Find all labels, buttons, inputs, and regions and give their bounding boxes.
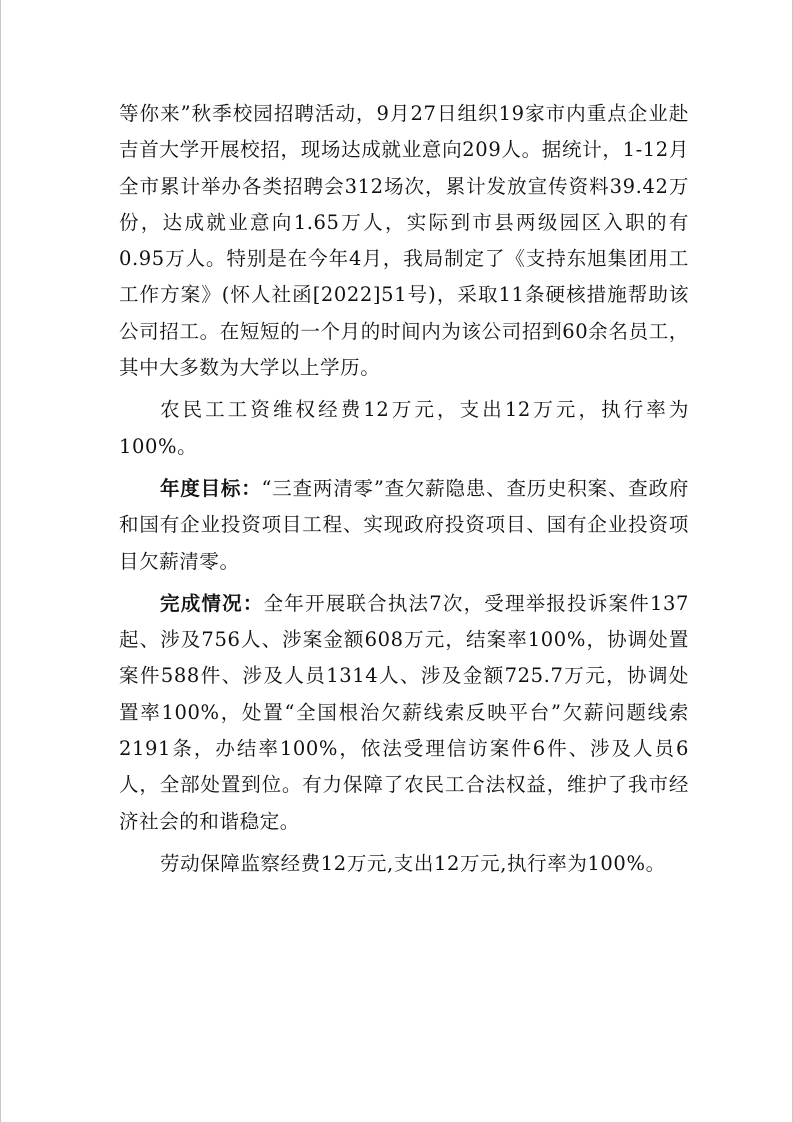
paragraph-completion [119,586,689,840]
paragraph-text: 劳动保障监察经费12万元,支出12万元,执行率为100%。 [160,851,666,875]
annual-goal-label: 年度目标： [160,476,262,500]
paragraph-wage-fund [119,392,689,465]
completion-label: 完成情况： [160,591,264,615]
paragraph-supervision-fund [119,846,689,882]
document-body [119,96,689,882]
paragraph-text: 农民工工资维权经费12万元，支出12万元，执行率为100%。 [119,398,689,458]
paragraph-recruitment [119,96,689,386]
paragraph-text: 等你来”秋季校园招聘活动，9月27日组织19家市内重点企业赴吉首大学开展校招，现场达成就业意向209人。据统计，1-12月全市累计举办各类招聘会312场次，累计发放宣传资料39.42万份，达成就业意向1.65万人，实际到市县两级园区入职的有0.95万人。特别是在今年4月，我局制定了《支持东旭集团用工工作方案》(怀人社函[2022]51号)，采取11条硬核措施帮助该公司招工。在短短的一个月的时间内为该公司招到60余名员工，其中大多数为大学以上学历。 [119,102,689,380]
paragraph-text: “三查两清零”查欠薪隐患、查历史积案、查政府和国有企业投资项目工程、实现政府投资项目、国有企业投资项目欠薪清零。 [119,476,689,573]
paragraph-text: 全年开展联合执法7次，受理举报投诉案件137起、涉及756人、涉案金额608万元，结案率100%，协调处置案件588件、涉及人员1314人、涉及金额725.7万元，协调处置率100%，处置“全国根治欠薪线索反映平台”欠薪问题线索2191条，办结率100%，依法受理信访案件6件、涉及人员6人，全部处置到位。有力保障了农民工合法权益，维护了我市经济社会的和谐稳定。 [119,591,689,833]
paragraph-annual-goal [119,471,689,580]
